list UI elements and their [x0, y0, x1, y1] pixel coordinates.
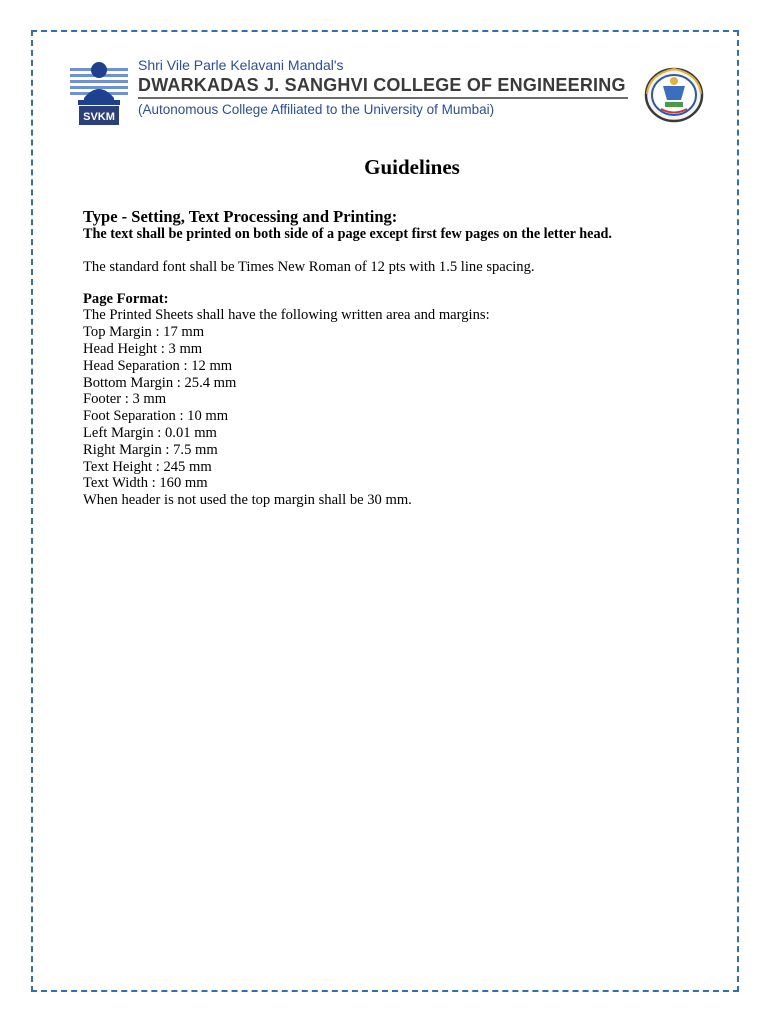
spec-line: Head Height : 3 mm	[83, 340, 203, 357]
spec-line: Footer : 3 mm	[83, 391, 167, 408]
spec-line: Right Margin : 7.5 mm	[83, 441, 218, 458]
spec-line: Top Margin : 17 mm	[83, 324, 205, 341]
college-name: DWARKADAS J. SANGHVI COLLEGE OF ENGINEERING	[138, 75, 626, 95]
document-body	[83, 207, 723, 509]
college-emblem-icon	[641, 64, 707, 124]
page-title: Guidelines	[364, 155, 460, 179]
font-note: The standard font shall be Times New Roman of 12 pts with 1.5 line spacing.	[83, 258, 535, 275]
page-format-intro: The Printed Sheets shall have the following written area and margins:	[83, 307, 490, 324]
letterhead	[138, 56, 632, 118]
svkm-logo-label: SVKM	[83, 111, 115, 123]
spec-line: Left Margin : 0.01 mm	[83, 424, 217, 441]
spec-line: Head Separation : 12 mm	[83, 357, 233, 374]
closing-note: When header is not used the top margin shall be 30 mm.	[83, 492, 412, 509]
spec-line: Foot Separation : 10 mm	[83, 408, 229, 425]
section-heading: Type - Setting, Text Processing and Printing:	[83, 207, 398, 226]
spec-line: Text Height : 245 mm	[83, 458, 212, 475]
page-format-heading: Page Format:	[83, 290, 169, 307]
trust-name: Shri Vile Parle Kelavani Mandal's	[138, 57, 344, 73]
printing-note: The text shall be printed on both side of a page except first few pages on the letter head.	[83, 226, 612, 242]
affiliation-text: (Autonomous College Affiliated to the University of Mumbai)	[138, 102, 495, 117]
spec-line: Text Width : 160 mm	[83, 475, 208, 492]
letterhead-rule	[138, 97, 628, 99]
svkm-logo	[70, 60, 128, 126]
spec-line: Bottom Margin : 25.4 mm	[83, 374, 237, 391]
